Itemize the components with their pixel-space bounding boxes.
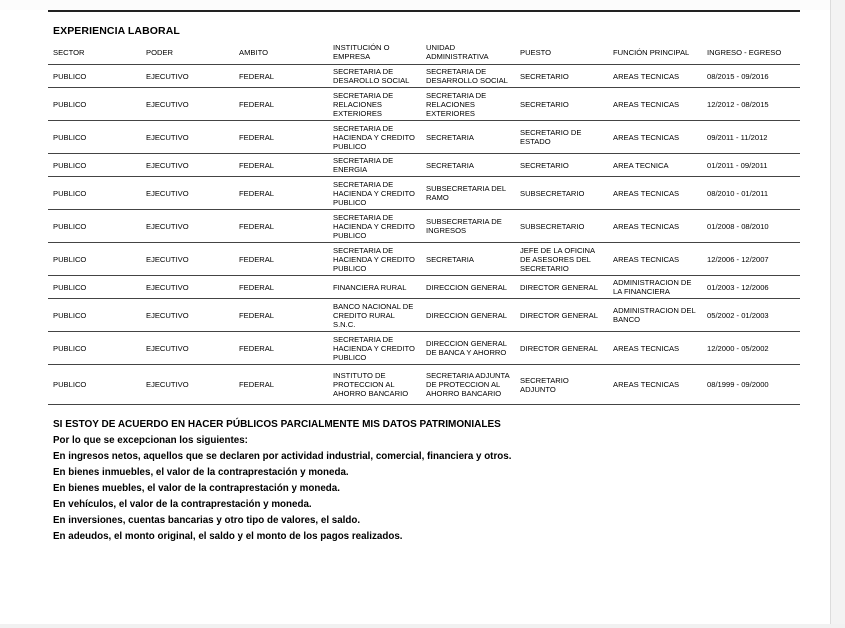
cell-institucion: SECRETARIA DE DESAROLLO SOCIAL — [333, 67, 410, 85]
header-puesto: PUESTO — [520, 47, 552, 57]
cell-unidad: SECRETARIA DE DESARROLLO SOCIAL — [426, 67, 508, 85]
cell-unidad: DIRECCION GENERAL — [426, 282, 508, 292]
cell-ambito: FEDERAL — [239, 380, 275, 389]
table-row — [48, 365, 800, 405]
cell-sector: PUBLICO — [53, 188, 87, 198]
cell-ambito: FEDERAL — [239, 254, 275, 264]
cell-puesto: JEFE DE LA OFICINA DE ASESORES DEL SECRETARIO — [520, 245, 595, 273]
statement-line: En adeudos, el monto original, el saldo y el monto de los pagos realizados. — [53, 531, 403, 542]
cell-puesto: SECRETARIO DE ESTADO — [520, 128, 582, 146]
cell-sector: PUBLICO — [53, 99, 87, 109]
cell-funcion: AREAS TECNICAS — [613, 380, 680, 389]
cell-sector: PUBLICO — [53, 310, 87, 320]
table-row — [48, 276, 800, 299]
cell-periodo: 08/2015 - 09/2016 — [707, 71, 769, 81]
cell-funcion: AREAS TECNICAS — [613, 99, 680, 109]
patrimonial-statement — [53, 417, 800, 545]
cell-periodo: 12/2000 - 05/2002 — [707, 343, 769, 353]
cell-periodo: 01/2008 - 08/2010 — [707, 221, 769, 231]
cell-poder: EJECUTIVO — [146, 71, 189, 81]
cell-poder: EJECUTIVO — [146, 160, 189, 170]
cell-poder: EJECUTIVO — [146, 221, 189, 231]
cell-institucion: SECRETARIA DE RELACIONES EXTERIORES — [333, 90, 394, 118]
statement-line: Por lo que se excepcionan los siguientes: — [53, 435, 248, 446]
table-row — [48, 177, 800, 210]
cell-poder: EJECUTIVO — [146, 132, 189, 142]
viewer-right-margin — [830, 0, 845, 628]
cell-periodo: 01/2003 - 12/2006 — [707, 282, 769, 292]
cell-institucion: SECRETARIA DE HACIENDA Y CREDITO PUBLICO — [333, 179, 415, 207]
cell-ambito: FEDERAL — [239, 160, 275, 170]
cell-sector: PUBLICO — [53, 254, 87, 264]
table-header-row — [48, 40, 800, 65]
cell-ambito: FEDERAL — [239, 221, 275, 231]
viewer-bottom-edge — [0, 624, 845, 628]
table-row — [48, 65, 800, 88]
cell-sector: PUBLICO — [53, 343, 87, 353]
cell-poder: EJECUTIVO — [146, 282, 189, 292]
cell-periodo: 12/2012 - 08/2015 — [707, 99, 769, 109]
cell-puesto: SECRETARIO — [520, 71, 569, 81]
cell-institucion: SECRETARIA DE HACIENDA Y CREDITO PUBLICO — [333, 245, 415, 273]
cell-institucion: BANCO NACIONAL DE CREDITO RURAL S.N.C. — [333, 301, 414, 329]
page-top-strip — [0, 0, 845, 10]
cell-ambito: FEDERAL — [239, 71, 275, 81]
cell-unidad: SECRETARIA DE RELACIONES EXTERIORES — [426, 90, 487, 118]
header-sector: SECTOR — [53, 47, 85, 57]
work-experience-table — [48, 40, 800, 405]
cell-sector: PUBLICO — [53, 160, 87, 170]
cell-puesto: SECRETARIO — [520, 99, 569, 109]
cell-poder: EJECUTIVO — [146, 254, 189, 264]
cell-puesto: SUBSECRETARIO — [520, 188, 585, 198]
top-divider — [48, 10, 800, 12]
header-periodo: INGRESO - EGRESO — [707, 47, 782, 57]
table-row — [48, 210, 800, 243]
statement-line: En inversiones, cuentas bancarias y otro tipo de valores, el saldo. — [53, 515, 361, 526]
table-row — [48, 88, 800, 121]
cell-poder: EJECUTIVO — [146, 99, 189, 109]
cell-periodo: 12/2006 - 12/2007 — [707, 254, 769, 264]
cell-periodo: 05/2002 - 01/2003 — [707, 310, 769, 320]
cell-funcion: AREAS TECNICAS — [613, 343, 680, 353]
document-page — [48, 10, 800, 545]
cell-poder: EJECUTIVO — [146, 380, 189, 389]
cell-poder: EJECUTIVO — [146, 188, 189, 198]
cell-sector: PUBLICO — [53, 380, 87, 389]
cell-ambito: FEDERAL — [239, 282, 275, 292]
table-row — [48, 243, 800, 276]
cell-poder: EJECUTIVO — [146, 343, 189, 353]
table-row — [48, 121, 800, 154]
cell-unidad: DIRECCION GENERAL DE BANCA Y AHORRO — [426, 339, 507, 357]
cell-institucion: SECRETARIA DE ENERGIA — [333, 156, 394, 174]
cell-funcion: AREA TECNICA — [613, 160, 669, 170]
statement-line: En bienes inmuebles, el valor de la contraprestación y moneda. — [53, 467, 349, 478]
cell-poder: EJECUTIVO — [146, 310, 189, 320]
cell-unidad: SUBSECRETARIA DE INGRESOS — [426, 217, 502, 235]
cell-ambito: FEDERAL — [239, 99, 275, 109]
cell-funcion: AREAS TECNICAS — [613, 254, 680, 264]
cell-sector: PUBLICO — [53, 221, 87, 231]
cell-periodo: 01/2011 - 09/2011 — [707, 160, 768, 170]
cell-unidad: SECRETARIA — [426, 132, 474, 142]
cell-puesto: SUBSECRETARIO — [520, 221, 585, 231]
cell-funcion: AREAS TECNICAS — [613, 132, 680, 142]
cell-puesto: SECRETARIO — [520, 160, 569, 170]
statement-line: En ingresos netos, aquellos que se declaren por actividad industrial, comercial, financiera y otros. — [53, 451, 512, 462]
cell-ambito: FEDERAL — [239, 310, 275, 320]
cell-unidad: SECRETARIA — [426, 254, 474, 264]
table-row — [48, 299, 800, 332]
cell-puesto: DIRECTOR GENERAL — [520, 343, 598, 353]
cell-funcion: AREAS TECNICAS — [613, 71, 680, 81]
cell-unidad: SUBSECRETARIA DEL RAMO — [426, 184, 506, 202]
cell-sector: PUBLICO — [53, 132, 87, 142]
header-poder: PODER — [146, 47, 174, 57]
cell-puesto: DIRECTOR GENERAL — [520, 282, 598, 292]
cell-periodo: 08/2010 - 01/2011 — [707, 188, 769, 198]
header-funcion: FUNCIÓN PRINCIPAL — [613, 47, 690, 57]
cell-institucion: FINANCIERA RURAL — [333, 282, 407, 292]
cell-funcion: ADMINISTRACION DEL BANCO — [613, 306, 696, 324]
cell-institucion: INSTITUTO DE PROTECCION AL AHORRO BANCARIO — [333, 371, 409, 398]
cell-sector: PUBLICO — [53, 71, 87, 81]
statement-heading: SI ESTOY DE ACUERDO EN HACER PÚBLICOS PARCIALMENTE MIS DATOS PATRIMONIALES — [53, 419, 501, 430]
cell-periodo: 08/1999 - 09/2000 — [707, 380, 769, 389]
cell-funcion: AREAS TECNICAS — [613, 188, 680, 198]
cell-puesto: SECRETARIO ADJUNTO — [520, 375, 569, 394]
cell-unidad: DIRECCION GENERAL — [426, 310, 508, 320]
header-unidad: UNIDAD ADMINISTRATIVA — [426, 43, 489, 61]
cell-ambito: FEDERAL — [239, 132, 275, 142]
cell-ambito: FEDERAL — [239, 343, 275, 353]
cell-puesto: DIRECTOR GENERAL — [520, 310, 598, 320]
cell-institucion: SECRETARIA DE HACIENDA Y CREDITO PUBLICO — [333, 123, 415, 151]
cell-institucion: SECRETARIA DE HACIENDA Y CREDITO PUBLICO — [333, 212, 415, 240]
cell-periodo: 09/2011 - 11/2012 — [707, 132, 768, 142]
section-title: EXPERIENCIA LABORAL — [53, 25, 180, 37]
cell-funcion: AREAS TECNICAS — [613, 221, 680, 231]
header-ambito: AMBITO — [239, 47, 268, 57]
cell-institucion: SECRETARIA DE HACIENDA Y CREDITO PUBLICO — [333, 334, 415, 362]
cell-sector: PUBLICO — [53, 282, 87, 292]
cell-ambito: FEDERAL — [239, 188, 275, 198]
statement-line: En vehículos, el valor de la contraprestación y moneda. — [53, 499, 312, 510]
statement-line: En bienes muebles, el valor de la contraprestación y moneda. — [53, 483, 340, 494]
header-institucion: INSTITUCIÓN O EMPRESA — [333, 43, 390, 61]
cell-unidad: SECRETARIA ADJUNTA DE PROTECCION AL AHORRO BANCARIO — [426, 371, 510, 398]
cell-funcion: ADMINISTRACION DE LA FINANCIERA — [613, 278, 692, 296]
table-row — [48, 332, 800, 365]
table-row — [48, 154, 800, 177]
cell-unidad: SECRETARIA — [426, 160, 474, 170]
